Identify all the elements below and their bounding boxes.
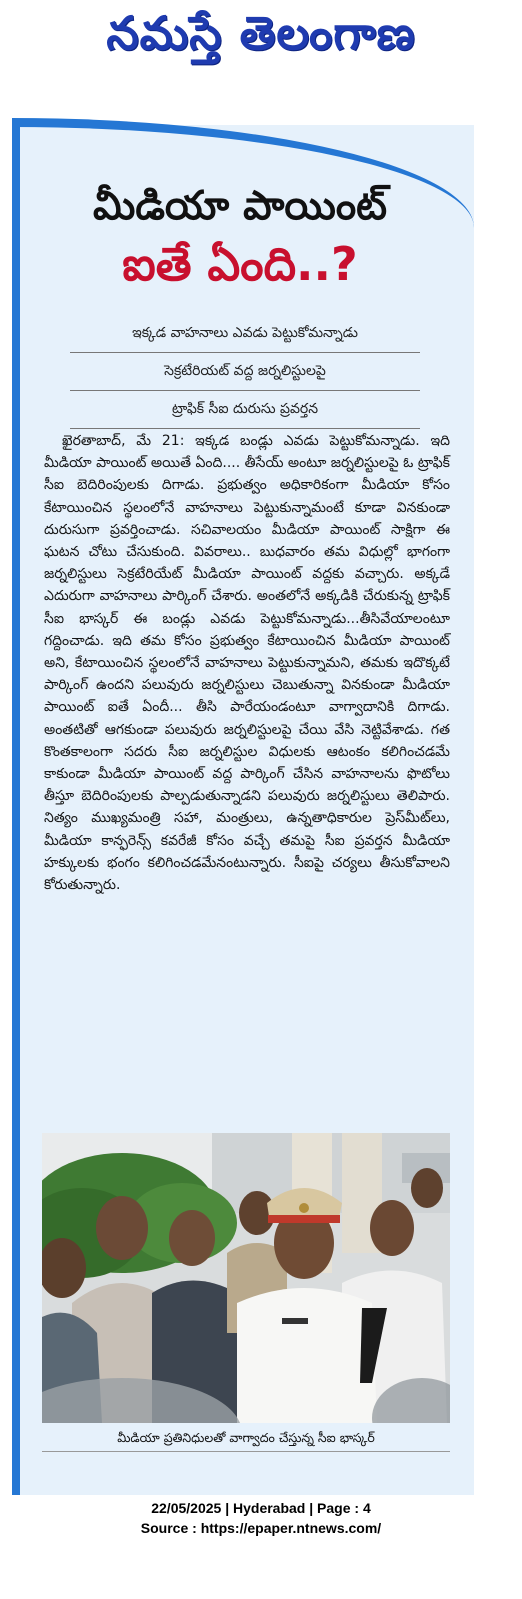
newspaper-logo: నమస్తే తెలంగాణ	[106, 6, 416, 60]
subheading-3: ట్రాఫిక్ సీఐ దురుసు ప్రవర్తన	[70, 394, 420, 429]
subheadings	[70, 318, 420, 432]
subheading-2: సెక్రటేరియట్ వద్ద జర్నలిస్టులపై	[70, 356, 420, 391]
headline-line-2: ఐతే ఏంది..?	[122, 237, 358, 291]
photo-caption: మీడియా ప్రతినిధులతో వాగ్వాదం చేస్తున్న సీఐ భాస్కర్	[42, 1424, 450, 1452]
footer-date-page: 22/05/2025 | Hyderabad | Page : 4	[151, 1500, 371, 1516]
news-photo-illustration	[42, 1133, 450, 1423]
headline	[30, 178, 450, 294]
article-body: ఖైరతాబాద్, మే 21: ఇక్కడ బండ్లు ఎవడు పెట్టుకోమన్నాడు. ఇది మీడియా పాయింట్ అయితే ఏంది.... తీసేయ్ అంటూ జర్నలిస్టులపై ఓ ట్రాఫిక్ సీఐ బెదిరింపులకు దిగాడు. ప్రభుత్వం అధికారికంగా మీడియా కోసం కేటాయించిన స్థలంలోనే వాహనాలు పెట్టుకున్నామంటే కూడా వినకుండా దురుసుగా ప్రవర్తించాడు. సచివాలయం మీడియా పాయింట్ సాక్షిగా ఈ ఘటన చోటు చేసుకుంది. వివరాలు.. బుధవారం తమ విధుల్లో భాగంగా జర్నలిస్టులు సెక్రటేరియేట్ మీడియా పాయింట్ వద్దకు వచ్చారు. అక్కడే ఎదురుగా వాహనాలు పార్కింగ్ చేశారు. అంతలోనే అక్కడికి చేరుకున్న ట్రాఫిక్ సీఐ భాస్కర్ ఈ బండ్లు ఎవడు పెట్టుకోమన్నాడు...తీసివేయాలంటూ గద్దించాడు. ఇది తమ కోసం ప్రభుత్వం కేటాయించిన మీడియా పాయింట్ అని, కేటాయించిన స్థలంలోనే వాహనాలు పెట్టుకున్నామని, తమకు ఇదొక్కటే పార్కింగ్ ఉందని పలువురు జర్నలిస్టులు చెబుతున్నా వినకుండా మీడియా పాయింట్ ఐతే ఏందీ... తీసి పారేయండంటూ వాగ్వాదానికి దిగాడు. అంతటితో ఆగకుండా పలువురు జర్నలిస్టులపై చేయి వేసి నెట్టివేశాడు. గత కొంతకాలంగా సదరు సీఐ జర్నలిస్టుల విధులకు ఆటంకం కలిగించడమే కాకుండా మీడియా పాయింట్ వద్ద పార్కింగ్ చేసిన వాహనాలను ఫొటోలు తీస్తూ బెదిరింపులకు పాల్పడుతున్నాడని పలువురు జర్నలిస్టులు తెలిపారు. నిత్యం ముఖ్యమంత్రి సహా, మంత్రులు, ఉన్నతాధికారుల ప్రెస్‌మీట్‌లు, మీడియా కాన్ఫరెన్స్ కవరేజీ కోసం వచ్చే తమపై సీఐ ప్రవర్తన మీడియా హక్కులకు భంగం కలిగించడమేనంటున్నారు. సీఐపై చర్యలు తీసుకోవాలని కోరుతున్నారు.	[44, 433, 450, 894]
subheading-1: ఇక్కడ వాహనాలు ఎవడు పెట్టుకోమన్నాడు	[70, 318, 420, 353]
footer-source-link[interactable]: Source : https://epaper.ntnews.com/	[140, 1520, 382, 1536]
headline-line-1: మీడియా పాయింట్	[93, 183, 387, 229]
page-footer	[0, 1498, 522, 1538]
news-photo	[42, 1133, 450, 1423]
masthead	[0, 0, 522, 78]
